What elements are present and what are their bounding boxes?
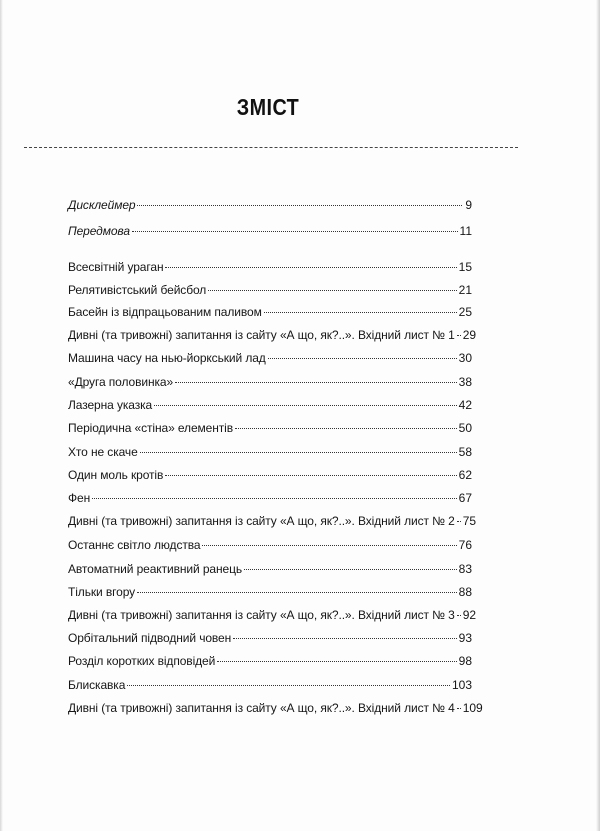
toc-entry bbox=[68, 222, 472, 240]
toc-entry-title: Всесвітній ураган bbox=[68, 260, 164, 274]
toc-entry-title: Дивні (та тривожні) запитання із сайту «А що, як?..». Вхідний лист № 2 bbox=[68, 514, 455, 528]
toc-page-number: 29 bbox=[462, 328, 477, 342]
toc-entry-title: Релятивістський бейсбол bbox=[68, 283, 207, 297]
dot-leader bbox=[165, 475, 456, 476]
toc-page-number: 67 bbox=[458, 491, 472, 505]
dot-leader bbox=[137, 592, 457, 593]
toc-entry bbox=[68, 536, 472, 554]
toc-page-number: 62 bbox=[458, 468, 472, 482]
toc-entry bbox=[68, 629, 472, 647]
dot-leader bbox=[457, 708, 461, 709]
dot-leader bbox=[264, 312, 457, 313]
toc-entry bbox=[68, 606, 477, 624]
toc-entry-title: Лазерна указка bbox=[68, 398, 153, 412]
toc-page-number: 58 bbox=[458, 445, 472, 459]
dot-leader bbox=[202, 545, 456, 546]
toc-page-number: 83 bbox=[458, 562, 472, 576]
toc-page-number: 30 bbox=[458, 351, 472, 365]
dashed-divider bbox=[24, 147, 518, 148]
dot-leader bbox=[217, 661, 456, 662]
toc-page-number: 21 bbox=[458, 283, 472, 297]
toc-entry-title: Тільки вгору bbox=[68, 585, 136, 599]
dot-leader bbox=[268, 358, 457, 359]
toc-entry bbox=[68, 699, 483, 717]
toc-entry-title: Фен bbox=[68, 491, 91, 505]
toc-entry-title: Басейн із відпрацьованим паливом bbox=[68, 305, 262, 319]
toc-page-number: 15 bbox=[458, 260, 472, 274]
dot-leader bbox=[140, 452, 457, 453]
toc-entry bbox=[68, 419, 472, 437]
toc-entry-title: Блискавка bbox=[68, 678, 126, 692]
toc-entry bbox=[68, 303, 472, 321]
toc-page-number: 75 bbox=[462, 514, 477, 528]
toc-entry-title: Орбітальний підводний човен bbox=[68, 631, 232, 645]
toc-entry-title: Розділ коротких відповідей bbox=[68, 654, 216, 668]
toc-entry-title: «Друга половинка» bbox=[68, 375, 174, 389]
toc-entry bbox=[68, 583, 472, 601]
toc-entry bbox=[68, 466, 472, 484]
toc-entry-title: Хто не скаче bbox=[68, 445, 138, 459]
toc-entry bbox=[68, 512, 477, 530]
toc-entry bbox=[68, 443, 472, 461]
toc-page-number: 88 bbox=[458, 585, 472, 599]
dot-leader bbox=[233, 638, 456, 639]
dot-leader bbox=[137, 205, 462, 206]
toc-entry-title: Останнє світло людства bbox=[68, 538, 201, 552]
toc-entry-title: Дисклеймер bbox=[68, 198, 136, 212]
dot-leader bbox=[154, 405, 457, 406]
dot-leader bbox=[457, 521, 461, 522]
toc-page-number: 98 bbox=[458, 654, 472, 668]
toc-page-number: 50 bbox=[458, 421, 472, 435]
dot-leader bbox=[457, 335, 461, 336]
toc-entry bbox=[68, 373, 472, 391]
toc-entry-title: Машина часу на нью-йоркський лад bbox=[68, 351, 266, 365]
toc-entry bbox=[68, 196, 472, 214]
page-edge-shadow bbox=[596, 0, 600, 831]
dot-leader bbox=[244, 569, 457, 570]
dot-leader bbox=[92, 498, 457, 499]
toc-page-number: 103 bbox=[451, 678, 472, 692]
dot-leader bbox=[127, 685, 450, 686]
toc-entry-title: Один моль кротів bbox=[68, 468, 164, 482]
toc-page-number: 109 bbox=[462, 701, 483, 715]
toc-page-number: 42 bbox=[458, 398, 472, 412]
toc-entry bbox=[68, 258, 472, 276]
toc-entry bbox=[68, 396, 472, 414]
toc-page-number: 11 bbox=[459, 224, 472, 238]
toc-entry-title: Передмова bbox=[68, 224, 130, 238]
toc-entry-title: Автоматний реактивний ранець bbox=[68, 562, 242, 576]
page-title: ЗМІСТ bbox=[236, 94, 300, 120]
toc-entry-title: Дивні (та тривожні) запитання із сайту «А що, як?..». Вхідний лист № 1 bbox=[68, 328, 455, 342]
dot-leader bbox=[132, 231, 458, 232]
toc-entry-title: Дивні (та тривожні) запитання із сайту «А що, як?..». Вхідний лист № 4 bbox=[68, 701, 455, 715]
toc-entry bbox=[68, 281, 472, 299]
toc-page-number: 92 bbox=[462, 608, 477, 622]
toc-entry-title: Дивні (та тривожні) запитання із сайту «А що, як?..». Вхідний лист № 3 bbox=[68, 608, 455, 622]
toc-page-number: 76 bbox=[458, 538, 472, 552]
toc-entry bbox=[68, 489, 472, 507]
dot-leader bbox=[457, 615, 461, 616]
dot-leader bbox=[165, 267, 456, 268]
toc-entry-title: Періодична «стіна» елементів bbox=[68, 421, 234, 435]
dot-leader bbox=[235, 428, 457, 429]
toc-page-number: 9 bbox=[465, 198, 472, 212]
page-edge-shadow bbox=[0, 0, 3, 831]
toc-entry bbox=[68, 349, 472, 367]
toc-page-number: 38 bbox=[458, 375, 472, 389]
toc-entry bbox=[68, 676, 472, 694]
toc-entry bbox=[68, 326, 477, 344]
toc-page-number: 93 bbox=[458, 631, 472, 645]
dot-leader bbox=[208, 290, 456, 291]
toc-entry bbox=[68, 652, 472, 670]
dot-leader bbox=[175, 382, 457, 383]
toc-page-number: 25 bbox=[458, 305, 472, 319]
toc-entry bbox=[68, 560, 472, 578]
